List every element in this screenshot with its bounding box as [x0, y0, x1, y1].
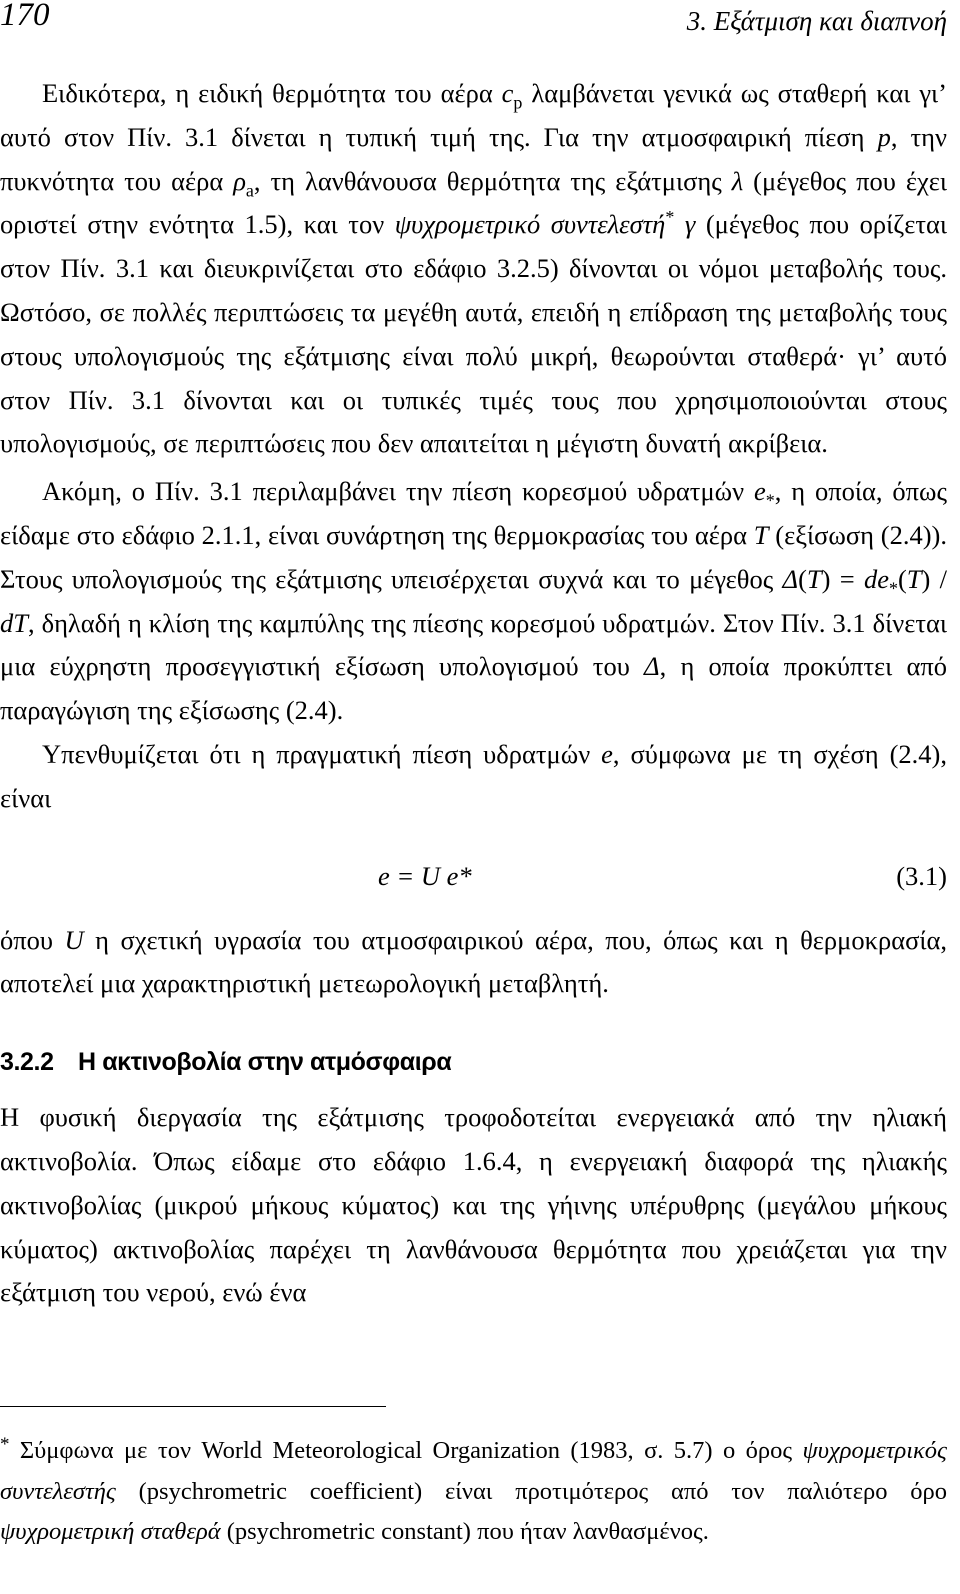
body-text: [0, 72, 947, 1315]
paragraph-3: Υπενθυμίζεται ότι η πραγματική πίεση υδρατμών e, σύμφωνα με τη σχέση (2.4), είναι: [0, 738, 947, 813]
symbol-T: T: [753, 519, 769, 550]
symbol-e: e: [601, 738, 613, 769]
section-title: Η ακτινοβολία στην ατμόσφαιρα: [78, 1048, 452, 1077]
symbol-U: U: [64, 924, 84, 955]
symbol-p: p: [877, 121, 891, 152]
paragraph-4: όπου U η σχετική υγρασία του ατμοσφαιρικού αέρα, που, όπως και η θερμοκρασία, αποτελεί μια χαρακτηριστική μετεωρολογική μεταβλητή.: [0, 924, 947, 999]
equation-expression: e = U e*: [378, 860, 472, 891]
symbol-delta: Δ: [644, 651, 660, 682]
footnote: * Σύμφωνα με τον World Meteorological Organization (1983, σ. 5.7) ο όρος ψυχρομετρικός συντελεστής (psychrometric coefficient) είναι προτιμότερος από τον παλιότερο όρο ψυχρομετρική σταθερά (psychrometric constant) που ήταν λανθασμένος.: [0, 1434, 947, 1545]
symbol-rho: ρ: [233, 165, 246, 196]
footnote-divider: [0, 1406, 386, 1407]
section-heading: [0, 1042, 947, 1082]
paragraph-5: Η φυσική διεργασία της εξάτμισης τροφοδοτείται ενεργειακά από την ηλιακή ακτινοβολία. Όπως είδαμε στο εδάφιο 1.6.4, η ενεργειακή διαφορά της ηλιακής ακτινοβολίας (μικρού μήκους κύματος) και της γήινης υπέρυθρης (μεγάλου μήκους κύματος) ακτινοβολίας παρέχει τη λανθάνουσα θερμότητα που χρειάζεται για την εξάτμιση του νερού, ενώ ένα: [0, 1102, 947, 1308]
running-title: 3. Εξάτμιση και διαπνοή: [686, 6, 947, 36]
section-number: 3.2.2: [0, 1048, 54, 1077]
page-number: 170: [0, 0, 50, 33]
equation-number: (3.1): [896, 860, 947, 891]
paragraph-2: Ακόμη, ο Πίν. 3.1 περιλαμβάνει την πίεση κορεσμού υδρατμών $e_*$, η οποία, όπως είδαμε στο εδάφιο 2.1.1, είναι συνάρτηση της θερμοκρασίας του αέρα T (εξίσωση (2.4)). Στους υπολογισμούς της εξάτμισης υπεισέρχεται συχνά και το μέγεθος $\Delta(T) = de_*(T)$ / dT, δηλαδή η κλίση της καμπύλης της πίεσης κορεσμού υδρατμών. Στον Πίν. 3.1 δίνεται μια εύχρηστη προσεγγιστική εξίσωση υπολογισμού του Δ, η οποία προκύπτει από παραγώγιση της εξίσωσης (2.4).: [0, 476, 947, 726]
footnote-mark: *: [0, 1434, 10, 1455]
symbol-dT: dT: [0, 607, 28, 638]
equation-3-1: [0, 855, 947, 901]
page-header: [0, 0, 947, 40]
symbol-de: de: [863, 563, 889, 594]
paragraph-1: Ειδικότερα, η ειδική θερμότητα του αέρα $c_p$ λαμβάνεται γενικά ως σταθερή και γι’ αυτό στον Πίν. 3.1 δίνεται η τυπική τιμή της. Για την ατμοσφαιρική πίεση p, την πυκνότητα του αέρα $\rho_a$, τη λανθάνουσα θερμότητα της εξάτμισης λ (μέγεθος που έχει οριστεί στην ενότητα 1.5), και τον ψυχρομετρικό συντελεστή* γ (μέγεθος που ορίζεται στον Πίν. 3.1 και διευκρινίζεται στο εδάφιο 3.2.5) δίνονται οι νόμοι μεταβολής τους. Ωστόσο, σε πολλές περιπτώσεις τα μεγέθη αυτά, επειδή η επίδραση της μεταβολής τους στους υπολογισμούς της εξάτμισης είναι πολύ μικρή, θεωρούνται σταθερά· γι’ αυτό στον Πίν. 3.1 δίνονται και οι τυπικές τιμές τους που χρησιμοποιούνται στους υπολογισμούς, σε περιπτώσεις που δεν απαιτείται η μέγιστη δυνατή ακρίβεια.: [0, 78, 948, 459]
symbol-cp: c: [501, 78, 514, 108]
symbol-gamma: γ: [684, 209, 696, 240]
footnote-reference: *: [665, 207, 675, 228]
symbol-lambda: λ: [731, 165, 744, 196]
symbol-e: e: [753, 476, 766, 507]
symbol-delta: Δ: [782, 563, 799, 594]
term-psychrometric-coefficient: ψυχρομετρικό συντελεστή: [394, 209, 666, 240]
